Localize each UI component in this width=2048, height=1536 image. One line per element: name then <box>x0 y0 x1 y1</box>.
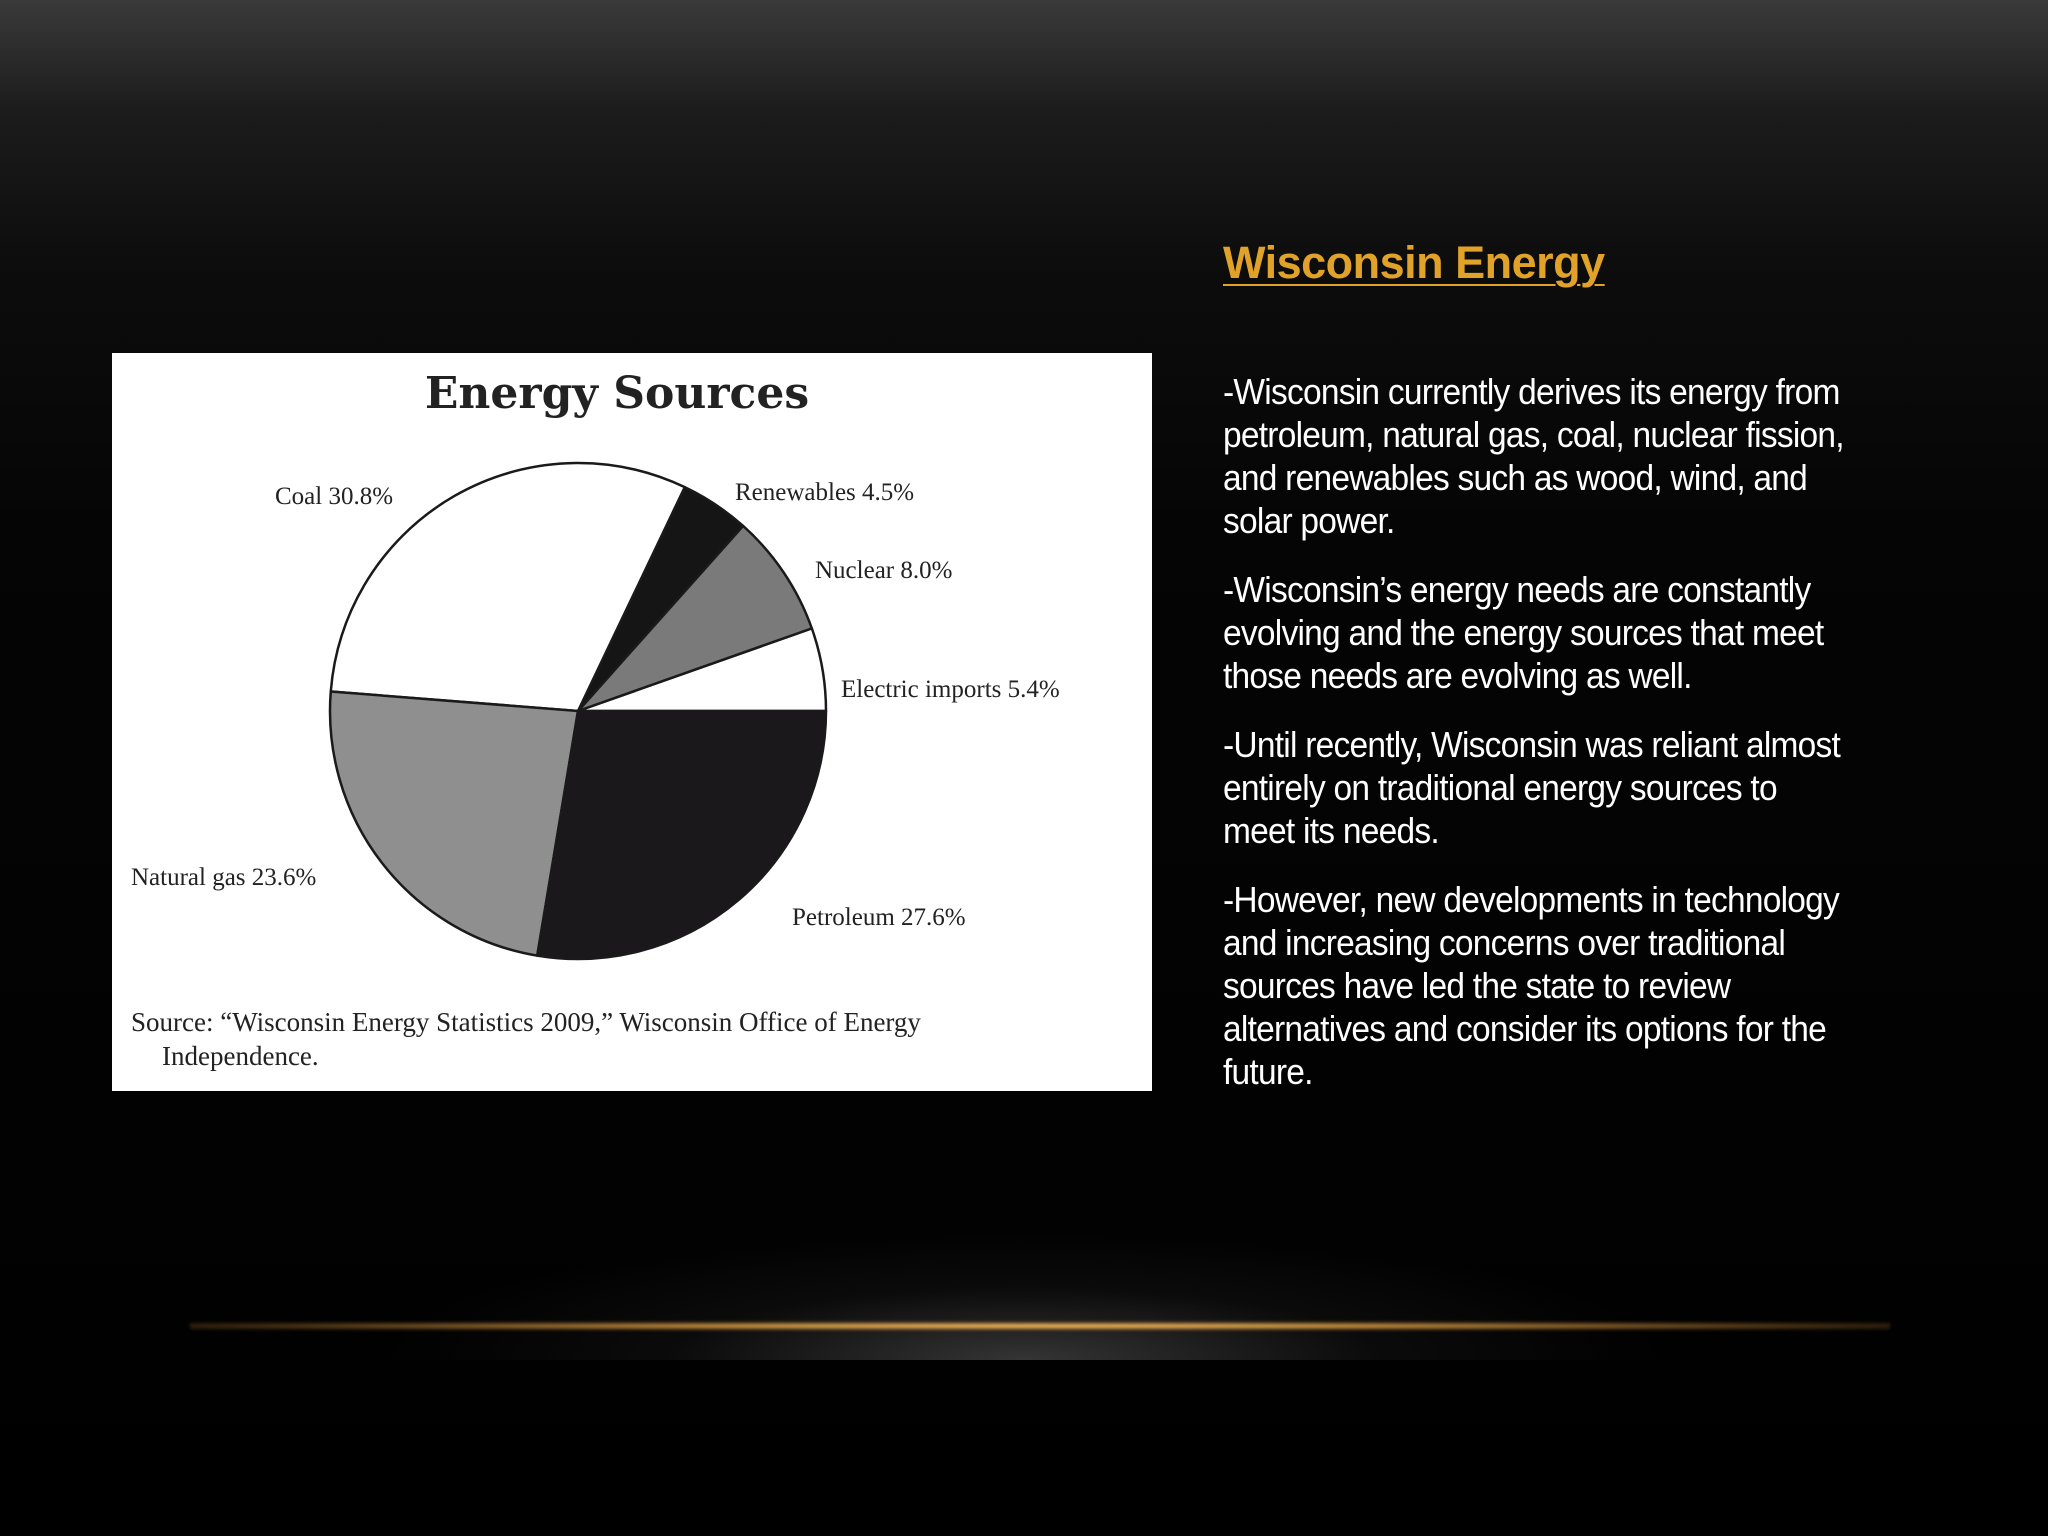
pie-slice-natural-gas <box>330 692 578 956</box>
pie-slices <box>330 463 826 959</box>
pie-slice-petroleum <box>537 711 826 959</box>
slice-label-electric-imports: Electric imports 5.4% <box>841 676 1060 703</box>
bullet-item: -Wisconsin’s energy needs are constantly evolving and the energy sources that meet those needs are evolving as well. <box>1223 569 1824 696</box>
pie-chart <box>112 353 1152 1091</box>
slice-label-renewables: Renewables 4.5% <box>735 479 915 506</box>
slice-label-nuclear: Nuclear 8.0% <box>815 557 953 584</box>
slice-label-petroleum: Petroleum 27.6% <box>792 904 966 931</box>
bullet-item: -However, new developments in technology and increasing concerns over traditional sources have led the state to review alternatives and consider its options for the future. <box>1223 879 1840 1092</box>
slice-label-coal: Coal 30.8% <box>275 483 394 510</box>
bullet-list <box>1223 370 1883 1093</box>
chart-image <box>112 353 1152 1091</box>
floor-glow-line <box>190 1322 1890 1330</box>
chart-title: Energy Sources <box>424 368 810 419</box>
chart-source-line-2: Independence. <box>162 1041 319 1071</box>
bullet-item: -Until recently, Wisconsin was reliant almost entirely on traditional energy sources to meet its needs. <box>1223 724 1841 851</box>
slice-label-natural-gas: Natural gas 23.6% <box>131 864 317 891</box>
bullet-item: -Wisconsin currently derives its energy from petroleum, natural gas, coal, nuclear fission, and renewables such as wood, wind, and solar power. <box>1223 371 1844 541</box>
chart-source-line-1: Source: “Wisconsin Energy Statistics 2009,” Wisconsin Office of Energy <box>131 1007 921 1037</box>
slide-title: Wisconsin Energy <box>1223 237 1605 288</box>
text-panel <box>1223 236 1883 1119</box>
